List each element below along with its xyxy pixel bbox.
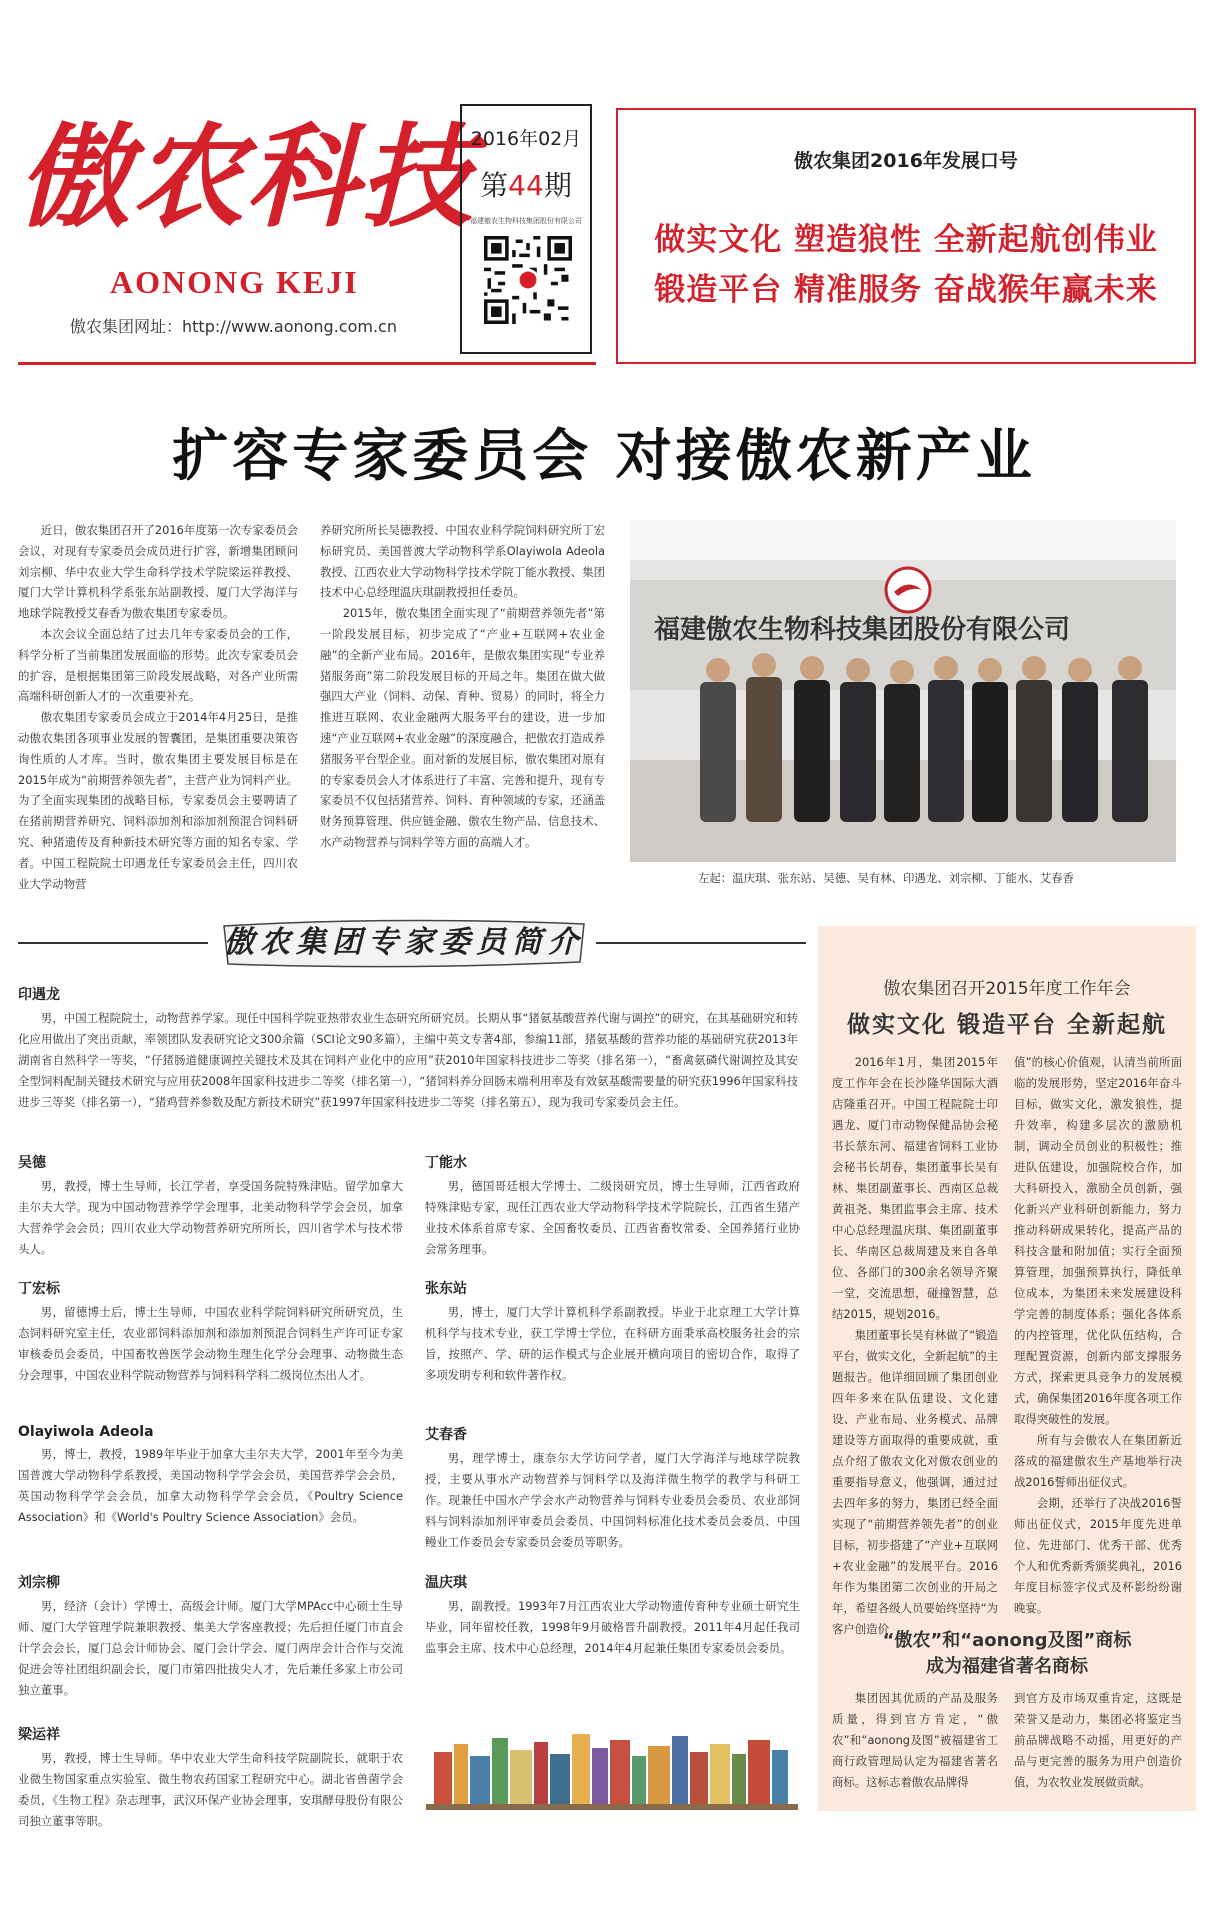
expert-card bbox=[18, 1724, 403, 1832]
expert-card bbox=[425, 1278, 800, 1386]
qr-code-icon[interactable] bbox=[484, 236, 572, 324]
masthead-rule bbox=[18, 362, 596, 365]
expert-name: 温庆琪 bbox=[425, 1575, 467, 1591]
expert-bio: 男，理学博士，康奈尔大学访问学者，厦门大学海洋与地球学院教授，主要从事水产动物营养与饲料学以及海洋微生物学的教学与科研工作。现兼任中国水产学会水产动物营养与饲料专业委员会委员、农业部饲料与饲料添加剂评审委员会委员、中国饲料标准化技术委员会委员、中国鳗业工作委员会专家委员会委员等职务。 bbox=[425, 1451, 800, 1549]
expert-bio: 男，经济（会计）学博士，高级会计师。厦门大学MPAcc中心硕士生导师、厦门大学管理学院兼职教授、集美大学客座教授；先后担任厦门市直会计学会会长，厦门总会计师协会、厦门会计学会、厦门两岸会计合作与交流促进会等社团组织副会长，厦门市第四批拔尖人才，先后兼任多家上市公司独立董事。 bbox=[18, 1599, 403, 1697]
banner-rule-left bbox=[18, 942, 208, 944]
expert-bio: 男，留德博士后，博士生导师，中国农业科学院饲料研究所研究员，生态饲料研究室主任，农业部饲料添加剂和添加剂预混合饲料生产许可证专家审核委员会委员，中国畜牧兽医学会动物生理生化学分会理事、动物微生态分会理事，中国农业科学院动物营养与饲料科学科二级岗位杰出人才。 bbox=[18, 1305, 403, 1382]
slogan-line-2: 锻造平台 精准服务 奋战猴年赢未来 bbox=[654, 272, 1158, 308]
expert-bio: 男，教授，博士生导师。华中农业大学生命科技学院副院长，就职于农业微生物国家重点实验室、微生物农药国家工程研究中心。湖北省兽菌学会委员，《生物工程》杂志理事，武汉环保产业协会理事，安琪酵母股份有限公司独立董事等职。 bbox=[18, 1751, 403, 1828]
sidebar-column-1 bbox=[832, 1052, 998, 1640]
sidebar-paragraph: 到官方及市场双重肯定，这既是荣誉又是动力，集团必将鉴定当前品牌战略不动摇，用更好的产品与更完善的服务为用户创造价值，为农牧业发展做贡献。 bbox=[1014, 1691, 1182, 1789]
expert-card bbox=[18, 1152, 403, 1260]
expert-name: Olayiwola Adeola bbox=[18, 1424, 154, 1440]
banner-rule-right bbox=[596, 942, 806, 944]
masthead-latin-title: AONONG KEJI bbox=[110, 264, 359, 300]
issue-number: 第44期 bbox=[480, 169, 572, 202]
article-paragraph: 2015年，傲农集团全面实现了“前期营养领先者”第一阶段发展目标，初步完成了“产业+互联网+农业金融”的全新产业布局。2016年，是傲农集团实现“专业养猪服务商”第二阶段发展目标的开局之年。集团在做大做强四大产业（饲料、动保、育种、贸易）的同时，将全力推进互联网、农业金融两大服务平台的建设，进一步加速“产业互联网+农业金融”的深度融合，把傲农打造成养猪服务平台型企业。面对新的发展目标，傲农集团对原有的专家委员会人才体系进行了丰富、完善和提升，现有专家委员不仅包括猪营养、饲料、育种领域的专家，还涵盖财务预算管理、供应链金融、傲农生物产品、信息技术、水产动物营养与饲料学等方面的高端人才。 bbox=[320, 606, 605, 849]
news-sidebar bbox=[818, 926, 1196, 1811]
slogan-line-1: 做实文化 塑造狼性 全新起航创伟业 bbox=[654, 222, 1158, 258]
sidebar-subheadline-1: 做实文化 锻造平台 全新起航 bbox=[846, 1012, 1167, 1038]
expert-name: 梁运祥 bbox=[18, 1727, 60, 1743]
masthead-website: 傲农集团网址：http://www.aonong.com.cn bbox=[70, 317, 397, 336]
main-headline: 扩容专家委员会 对接傲农新产业 bbox=[172, 424, 1036, 489]
sidebar-column-4 bbox=[1014, 1688, 1182, 1793]
article-paragraph: 本次会议全面总结了过去几年专家委员会的工作，科学分析了当前集团发展面临的形势。此次专家委员会的扩容，是根据集团第三阶段发展战略，对各产业所需高端科研创新人才的一次重要补充。 bbox=[18, 626, 298, 704]
expert-bio: 男，副教授。1993年7月江西农业大学动物遗传育种专业硕士研究生毕业，同年留校任教，1998年9月破格晋升副教授。2011年4月起任我司监事会主席、技术中心总经理，2014年4月起兼任集团专家委员会委员。 bbox=[425, 1599, 800, 1655]
sidebar-paragraph: 值”的核心价值观，认清当前所面临的发展形势，坚定2016年奋斗目标，做实文化，激发狼性，提升效率，构建多层次的激励机制，调动全员创业的积极性；推进队伍建设，加强院校合作，加大科研投入，激励全员创新，强化新兴产业科研创新能力，努力推动科研成果转化，提高产品的科技含量和附加值；实行全面预算管理，加强预算执行，降低单位成本，为集团未来发展建设科学完善的制度体系；强化各体系的内控管理，优化队伍结构，合理配置资源，创新内部支撑服务方式，探索更具竞争力的发展模式，确保集团2016年度各项工作取得突破性的发展。 bbox=[1014, 1055, 1182, 1426]
expert-bio: 男，博士，厦门大学计算机科学系副教授。毕业于北京理工大学计算机科学与技术专业，获工学博士学位，在科研方面秉承高校服务社会的宗旨，按照产、学、研的运作模式与企业展开横向项目的密切合作，取得了多项发明专利和软件著作权。 bbox=[425, 1305, 800, 1382]
expert-card bbox=[425, 1152, 800, 1260]
expert-card bbox=[18, 1278, 403, 1386]
sidebar-subheadline-2: 成为福建省著名商标 bbox=[926, 1656, 1088, 1677]
sidebar-paragraph: 所有与会傲农人在集团新近落成的福建傲农生产基地举行决战2016誓师出征仪式。 bbox=[1014, 1433, 1182, 1489]
sidebar-paragraph: 集团董事长吴有林做了“锻造平台，做实文化，全新起航”的主题报告。他详细回顾了集团创业四年多来在队伍建设、文化建设、产业布局、业务模式、品牌建设等方面取得的重要成就，重点介绍了傲农文化对傲农创业的重要指导意义，他强调，通过过去四年多的努力，集团已经全面实现了“前期营养领先者”的创业目标，初步搭建了“产业+互联网+农业金融”的发展平台。2016年作为集团第二次创业的开局之年，希望各级人员要始终坚持“为客户创造价 bbox=[832, 1328, 998, 1636]
experts-banner-title: 傲农集团专家委员简介 bbox=[224, 925, 584, 960]
sidebar-paragraph: 2016年1月，集团2015年度工作年会在长沙隆华国际大酒店隆重召开。中国工程院院士印遇龙、厦门市动物保健品协会秘书长蔡东河、福建省饲料工业协会秘书长胡春，集团董事长吴有林、集团副董事长、西南区总裁黄祖尧、集团监事会主席、技术中心总经理温庆琪、集团副董事长、华南区总裁周建及来自各单位、各部门的300余名领导齐聚一堂，交流思想，碰撞智慧，总结2015，规划2016。 bbox=[832, 1055, 998, 1321]
slogan-box bbox=[616, 108, 1196, 364]
photo-sign-text: 福建傲农生物科技集团股份有限公司 bbox=[654, 615, 1071, 645]
photo-caption: 左起：温庆琪、张东站、吴德、吴有林、印遇龙、刘宗柳、丁能水、艾春香 bbox=[698, 871, 1074, 885]
article-paragraph: 傲农集团专家委员会成立于2014年4月25日，是推动傲农集团各项事业发展的智囊团，是集团重要决策咨询性质的人才库。当时，傲农集团主要发展目标是在2015年成为“前期营养领先者”，主营产业为饲料产业。为了全面实现集团的战略目标，专家委员会主要聘请了在猪前期营养研究、饲料添加剂和添加剂预混合饲料研究、种猪遗传及育种新技术研究等方面的知名专家、学者。中国工程院院士印遇龙任专家委员会主任，四川农业大学动物营 bbox=[18, 710, 298, 891]
article-paragraph: 近日，傲农集团召开了2016年度第一次专家委员会会议，对现有专家委员会成员进行扩容，新增集团顾问刘宗柳、华中农业大学生命科学技术学院梁运祥教授、厦门大学计算机科学系张东站副教授、厦门大学海洋与地球学院教授艾春香为傲农集团专家委员。 bbox=[18, 523, 298, 621]
expert-card bbox=[425, 1424, 800, 1553]
sidebar-headline-1: 傲农集团召开2015年度工作年会 bbox=[883, 979, 1131, 999]
expert-name: 艾春香 bbox=[425, 1427, 467, 1443]
expert-name: 丁宏标 bbox=[18, 1281, 60, 1297]
article-column-1 bbox=[18, 520, 298, 894]
expert-bio: 男，教授，博士生导师，长江学者，享受国务院特殊津贴。留学加拿大圭尔夫大学。现为中国动物营养学学会理事，北美动物科学学会会员，加拿大营养学会会员；四川农业大学动物营养研究所所长，四川省学术与技术带头人。 bbox=[18, 1179, 403, 1256]
article-column-2 bbox=[320, 520, 605, 853]
sidebar-column-2 bbox=[1014, 1052, 1182, 1619]
expert-card bbox=[18, 1572, 403, 1701]
expert-name: 张东站 bbox=[425, 1281, 467, 1297]
expert-name: 丁能水 bbox=[425, 1155, 467, 1171]
expert-bio: 男，德国哥廷根大学博士、二级岗研究员，博士生导师，江西省政府特殊津贴专家，现任江西农业大学动物科学技术学院院长，江西省生猪产业技术体系首席专家、全国畜牧委员、江西省畜牧常委、全国养猪行业协会常务理事。 bbox=[425, 1179, 800, 1256]
books-illustration-icon bbox=[426, 1716, 798, 1812]
sidebar-paragraph: 会期，还举行了决战2016誓师出征仪式，2015年度先进单位、先进部门、优秀干部、优秀个人和优秀新秀颁奖典礼，2016年度目标签字仪式及杯影纷纷谢晚宴。 bbox=[1014, 1496, 1182, 1615]
qr-caption: 福建傲农生物科技集团股份有限公司 bbox=[470, 217, 582, 225]
issue-box bbox=[460, 104, 592, 354]
expert-bio: 男，中国工程院院士，动物营养学家。现任中国科学院亚热带农业生态研究所研究员。长期从事“猪氨基酸营养代谢与调控”的研究，在其基础研究和转化应用做出了突出贡献，率领团队发表研究论文300余篇（SCI论文90多篇），主编中英文专著4部，参编11部，猪氨基酸的营养功能的基础研究获2013年湖南省自然科学一等奖，“仔猪肠道健康调控关键技术及其在饲料产业化中的应用”获2010年国家科技进步二等奖（排名第一），“畜禽氨磷代谢调控及其安全型饲料配制关键技术研究与应用获2008年国家科技进步二等奖（排名第一），“猪饲料养分回肠末端利用率及有效氨基酸需要量的研究获1996年国家科技进步三等奖（排名第一），“猪鸡营养参数及配方新技术研究”获1997年国家科技进步二等奖（排名第五），现为我司专家委员会主任。 bbox=[18, 1011, 798, 1109]
expert-card bbox=[18, 1424, 403, 1528]
expert-card bbox=[425, 1572, 800, 1659]
expert-card bbox=[18, 984, 798, 1113]
slogan-heading: 傲农集团2016年发展口号 bbox=[794, 150, 1018, 172]
masthead-title: 傲农科技 bbox=[18, 112, 474, 243]
expert-name: 吴德 bbox=[18, 1155, 46, 1171]
expert-name: 刘宗柳 bbox=[18, 1575, 60, 1591]
sidebar-paragraph: 集团因其优质的产品及服务质量，得到官方肯定，“傲农”和“aonong及图”被福建省工商行政管理局认定为福建省著名商标。这标志着傲农品牌得 bbox=[832, 1691, 998, 1789]
experts-banner bbox=[218, 914, 590, 972]
expert-name: 印遇龙 bbox=[18, 987, 60, 1003]
sidebar-column-3 bbox=[832, 1688, 998, 1793]
sidebar-headline-2: “傲农”和“aonong及图”商标 bbox=[882, 1630, 1132, 1651]
group-photo bbox=[630, 520, 1176, 862]
article-paragraph: 养研究所所长吴德教授、中国农业科学院饲料研究所丁宏标研究员、美国普渡大学动物科学系Olayiwola Adeola教授、江西农业大学动物科学技术学院丁能水教授、集团技术中心总经理温庆琪副教授担任委员。 bbox=[320, 523, 605, 600]
issue-date: 2016年02月 bbox=[470, 128, 582, 150]
expert-bio: 男，博士，教授，1989年毕业于加拿大圭尔夫大学，2001年至今为美国普渡大学动物科学系教授，美国动物科学学会会员，美国营养学会会员，英国动物科学学会会员，加拿大动物科学学会会员，《Poultry Science Association》和《World's Poultry Science Association》会员。 bbox=[18, 1447, 403, 1524]
